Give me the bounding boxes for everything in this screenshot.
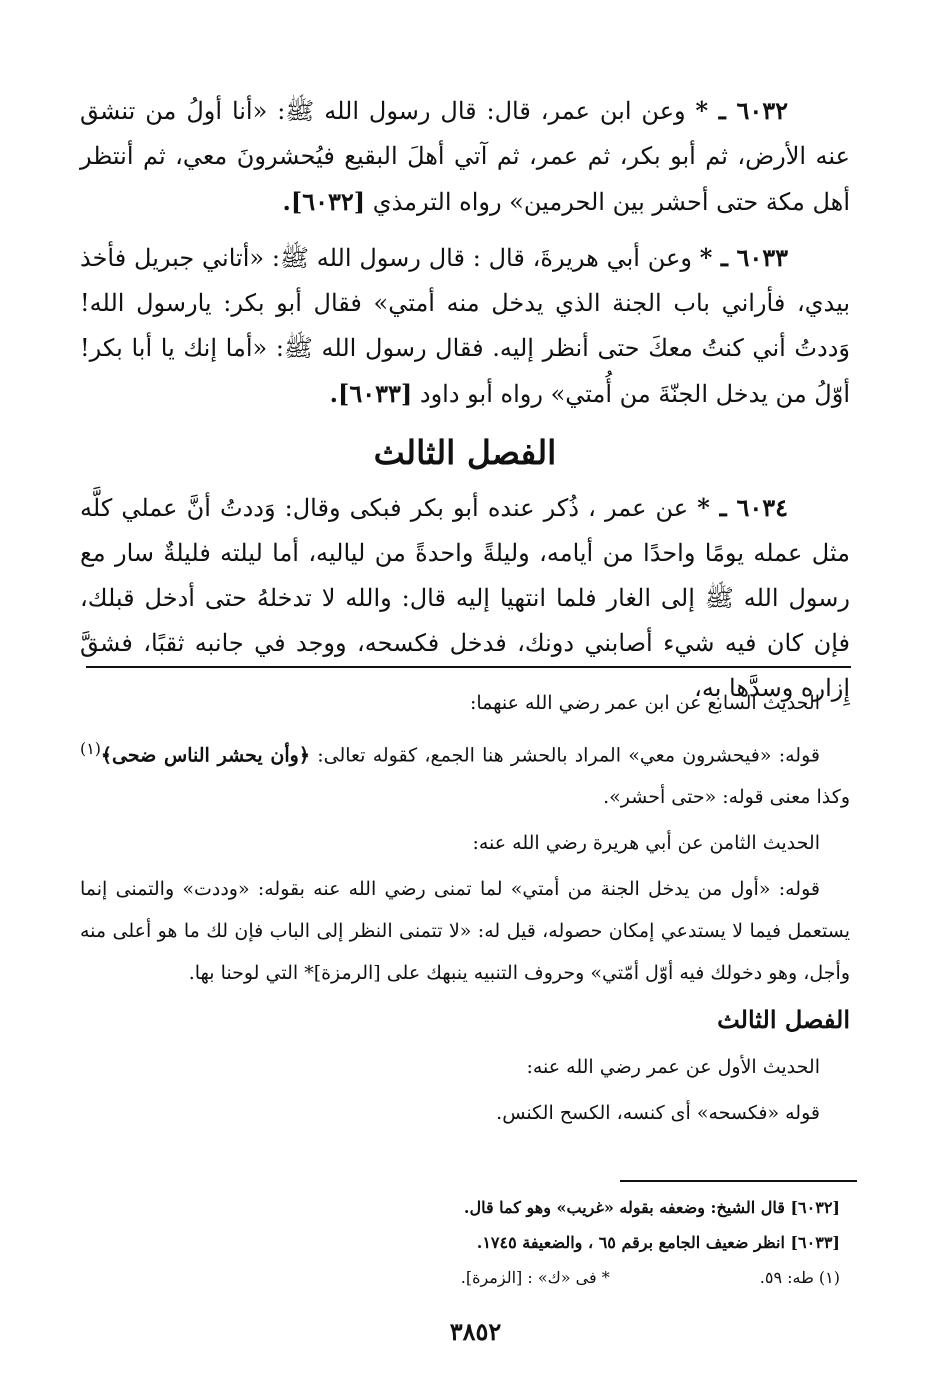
hadith-number: ٦٠٣٤ ـ * bbox=[697, 493, 789, 522]
footnote: * فى «ك» : [الزمرة]. bbox=[460, 1268, 610, 1287]
chapter-heading: الفصل الثالث bbox=[373, 433, 557, 472]
hadith-6034 bbox=[80, 485, 850, 711]
quran-quote: ﴿وأن يحشر الناس ضحى﴾ bbox=[100, 744, 310, 767]
note-paragraph: قوله: «أول من يدخل الجنة من أمتي» لما تمنى رضي الله عنه بقوله: «وددت» والتمنى إنما يستعمل فيما لا يستدعي إمكان حصوله، قيل له: «لا تتمنى النظر إلى الباب فإن لك ما هو أعلى منه وأجل، وهو دخولك فيه أوّل أمّتي» وحروف التنبيه ينبهك على [الرمزة]* التي لوحنا بها. bbox=[80, 878, 850, 985]
note-paragraph bbox=[80, 728, 850, 818]
section-heading: الفصل الثالث bbox=[717, 1005, 850, 1035]
hadith-text: وعن أبي هريرةَ، قال : قال رسول الله ﷺ: «أتاني جبريل فأخذ بيدي، فأراني باب الجنة الذي يدخل منه أمتي» فقال أبو بكر: يارسول الله! وَددتُ أني كنتُ معكَ حتى أنظر إليه. فقال رسول الله ﷺ: «أما إنك يا أبا بكر! أوّلُ من يدخل الجنّةَ من أُمتي» رواه أبو داود bbox=[80, 244, 850, 408]
hadith-6033 bbox=[80, 235, 850, 417]
footnotes-divider bbox=[620, 1180, 857, 1182]
footnote-marker: (١) bbox=[80, 739, 101, 758]
note-heading: الحديث الأول عن عمر رضي الله عنه: bbox=[526, 1056, 820, 1079]
commentary-notes bbox=[80, 682, 850, 1138]
footnote: [٦٠٣٢] قال الشيخ: وضعفه بقوله «غريب» وهو كما قال. bbox=[463, 1198, 840, 1217]
footnote-row bbox=[80, 1260, 840, 1295]
hadith-6032 bbox=[80, 88, 850, 225]
footnote: (١) طه: ٥٩. bbox=[759, 1268, 840, 1287]
note-text: قوله: «فيحشرون معي» المراد بالحشر هنا الجمع، كقوله تعالى: bbox=[317, 744, 820, 767]
footnote: [٦٠٣٣] انظر ضعيف الجامع برقم ٦٥ ، والضعيفة ١٧٤٥. bbox=[476, 1233, 840, 1252]
hadith-reference: [٦٠٣٢]. bbox=[282, 187, 366, 216]
notes-divider bbox=[86, 666, 851, 668]
hadith-reference: [٦٠٣٣]. bbox=[329, 379, 413, 408]
main-text bbox=[80, 88, 850, 721]
note-paragraph: قوله «فكسحه» أى كنسه، الكسح الكنس. bbox=[496, 1102, 820, 1125]
footnotes bbox=[80, 1190, 840, 1295]
note-heading: الحديث السابع عن ابن عمر رضي الله عنهما: bbox=[469, 692, 820, 714]
hadith-number: ٦٠٣٢ ـ * bbox=[695, 96, 788, 125]
hadith-text: عن عمر ، ذُكر عنده أبو بكر فبكى وقال: وَددتُ أنَّ عملي كلَّه مثل عمله يومًا واحدًا من أيامه، وليلةً واحدةً من لياليه، أما ليلته فليلةٌ سار مع رسول الله ﷺ إلى الغار فلما انتهيا إليه قال: والله لا تدخلهُ حتى أدخل قبلك، فإن كان فيه شيء أصابني دونك، فدخل فكسحه، ووجد في جانبه ثقبًا، فشقَّ إِزاره وسدَّها به، bbox=[80, 494, 851, 702]
page-number: ٣٨٥٢ bbox=[449, 1317, 502, 1346]
hadith-text: وعن ابن عمر، قال: قال رسول الله ﷺ: «أنا أولُ من تنشق عنه الأرض، ثم أبو بكر، ثم عمر، ثم آتي أهلَ البقيع فيُحشرونَ معي، ثم أنتظر أهل مكة حتى أحشر بين الحرمين» رواه الترمذي bbox=[80, 97, 850, 216]
hadith-number: ٦٠٣٣ ـ * bbox=[699, 243, 788, 272]
note-heading: الحديث الثامن عن أبي هريرة رضي الله عنه: bbox=[472, 832, 820, 855]
note-text: وكذا معنى قوله: «حتى أحشر». bbox=[603, 786, 850, 809]
